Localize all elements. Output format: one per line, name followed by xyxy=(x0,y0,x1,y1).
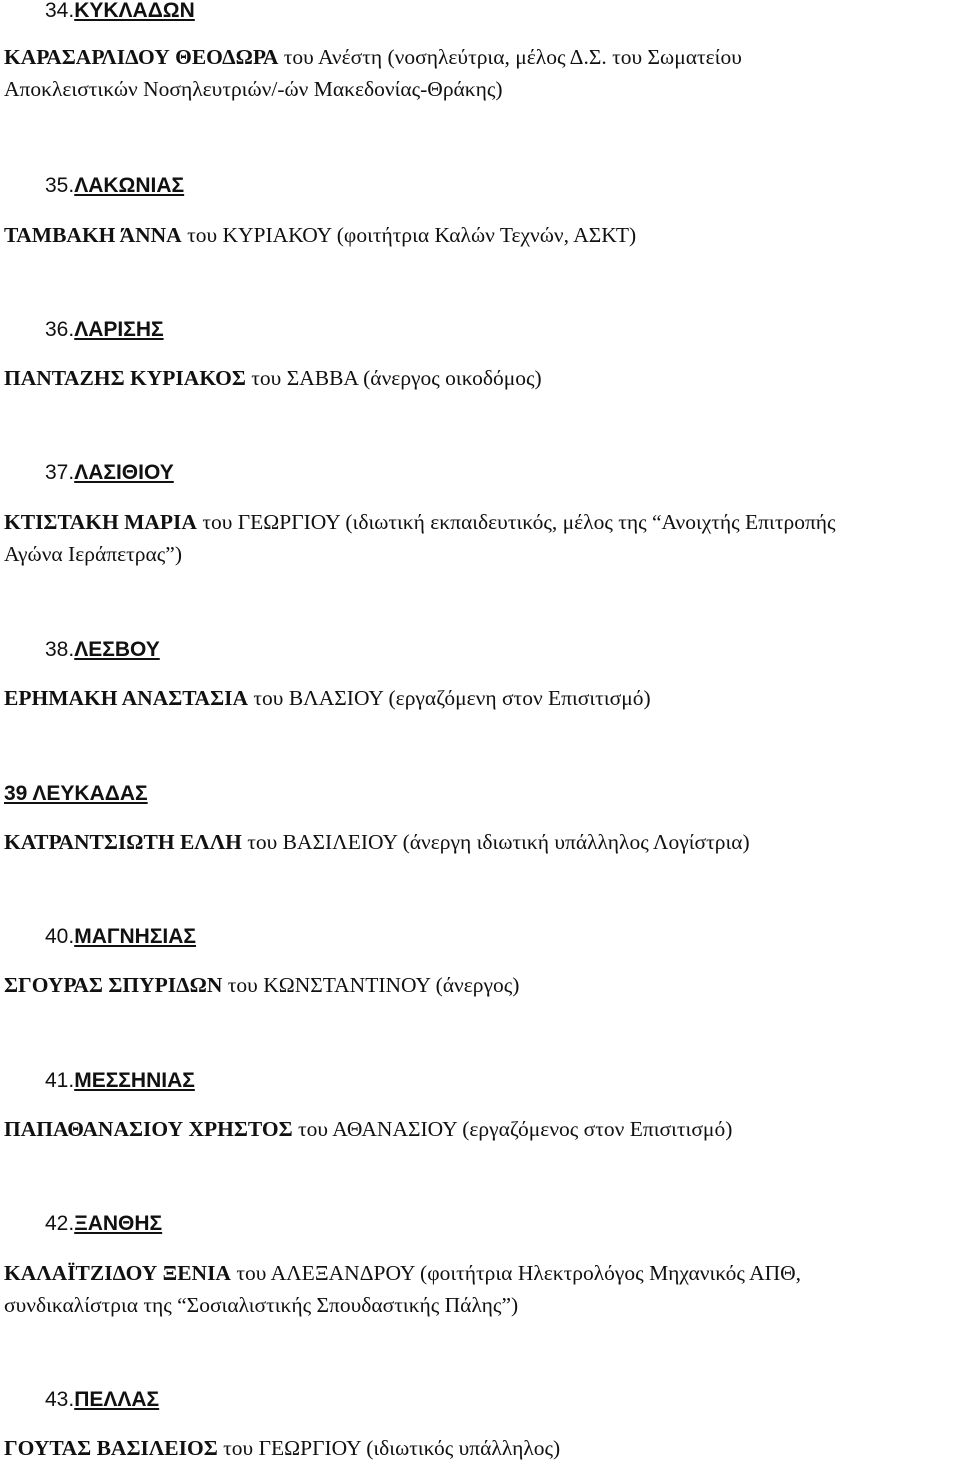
section-heading xyxy=(45,0,195,24)
section-number: 43. xyxy=(45,1388,75,1411)
region-name: ΜΑΓΝΗΣΙΑΣ xyxy=(74,925,197,948)
section-number: 42. xyxy=(45,1212,75,1235)
candidate-details: του ΑΘΑΝΑΣΙΟΥ (εργαζόμενος στον Επισιτισμό) xyxy=(292,1117,733,1141)
region-name: ΠΕΛΛΑΣ xyxy=(74,1388,160,1411)
section-number: 34. xyxy=(45,0,75,22)
candidate-entry xyxy=(4,1257,960,1321)
section-heading xyxy=(4,781,148,807)
section-heading xyxy=(45,1068,195,1094)
section-number: 37. xyxy=(45,461,75,484)
section-heading xyxy=(45,317,164,343)
candidate-entry xyxy=(4,1432,960,1464)
candidate-details: του Ανέστη (νοσηλεύτρια, μέλος Δ.Σ. του Σωματείου xyxy=(278,45,742,69)
candidate-name: ΠΑΠΑΘΑΝΑΣΙΟΥ ΧΡΗΣΤΟΣ xyxy=(4,1117,293,1141)
section-heading xyxy=(45,637,160,663)
region-name: ΛΕΣΒΟΥ xyxy=(74,638,160,661)
candidate-entry xyxy=(4,506,960,570)
section-heading xyxy=(45,924,196,950)
candidate-entry xyxy=(4,682,960,714)
candidate-entry xyxy=(4,826,960,858)
candidate-details: του ΚΩΝΣΤΑΝΤΙΝΟΥ (άνεργος) xyxy=(222,973,520,997)
section-number: 38. xyxy=(45,638,75,661)
candidate-details-continued: Αγώνα Ιεράπετρας”) xyxy=(4,542,182,566)
candidate-details-continued: συνδικαλίστρια της “Σοσιαλιστικής Σπουδαστικής Πάλης”) xyxy=(4,1293,519,1317)
candidate-name: ΠΑΝΤΑΖΗΣ ΚΥΡΙΑΚΟΣ xyxy=(4,366,246,390)
candidate-entry xyxy=(4,969,960,1001)
section-heading xyxy=(45,460,174,486)
region-name: ΛΑΣΙΘΙΟΥ xyxy=(74,461,174,484)
candidate-entry xyxy=(4,41,960,105)
region-name: ΜΕΣΣΗΝΙΑΣ xyxy=(74,1069,195,1092)
candidate-details-continued: Αποκλειστικών Νοσηλευτριών/-ών Μακεδονίας-Θράκης) xyxy=(4,77,503,101)
candidate-name: ΓΟΥΤΑΣ ΒΑΣΙΛΕΙΟΣ xyxy=(4,1436,218,1460)
candidate-entry xyxy=(4,1113,960,1145)
candidate-name: ΤΑΜΒΑΚΗ ΆΝΝΑ xyxy=(4,223,182,247)
section-heading xyxy=(45,1387,159,1413)
candidate-details: του ΓΕΩΡΓΙΟΥ (ιδιωτική εκπαιδευτικός, μέλος της “Ανοιχτής Επιτροπής xyxy=(196,510,836,534)
candidate-details: του ΓΕΩΡΓΙΟΥ (ιδιωτικός υπάλληλος) xyxy=(217,1436,561,1460)
candidate-name: ΣΓΟΥΡΑΣ ΣΠΥΡΙΔΩΝ xyxy=(4,973,223,997)
candidate-details: του ΚΥΡΙΑΚΟΥ (φοιτήτρια Καλών Τεχνών, ΑΣΚΤ) xyxy=(181,223,637,247)
candidate-name: ΚΑΤΡΑΝΤΣΙΩΤΗ ΕΛΛΗ xyxy=(4,830,242,854)
region-name: ΛΑΡΙΣΗΣ xyxy=(74,318,164,341)
region-name: ΞΑΝΘΗΣ xyxy=(74,1212,163,1235)
section-number: 41. xyxy=(45,1069,75,1092)
section-number: 35. xyxy=(45,174,75,197)
section-number: 36. xyxy=(45,318,75,341)
candidate-entry xyxy=(4,362,960,394)
section-number: 40. xyxy=(45,925,75,948)
candidate-name: ΕΡΗΜΑΚΗ ΑΝΑΣΤΑΣΙΑ xyxy=(4,686,249,710)
candidate-details: του ΑΛΕΞΑΝΔΡΟΥ (φοιτήτρια Ηλεκτρολόγος Μηχανικός ΑΠΘ, xyxy=(230,1261,802,1285)
candidate-name: ΚΑΡΑΣΑΡΛΙΔΟΥ ΘΕΟΔΩΡΑ xyxy=(4,45,279,69)
candidate-details: του ΒΑΣΙΛΕΙΟΥ (άνεργη ιδιωτική υπάλληλος Λογίστρια) xyxy=(241,830,750,854)
candidate-name: ΚΤΙΣΤΑΚΗ ΜΑΡΙΑ xyxy=(4,510,197,534)
candidate-details: του ΣΑΒΒΑ (άνεργος οικοδόμος) xyxy=(245,366,542,390)
section-heading xyxy=(45,173,184,199)
candidate-name: ΚΑΛΑΪΤΖΙΔΟΥ ΞΕΝΙΑ xyxy=(4,1261,231,1285)
region-name: ΚΥΚΛΑΔΩΝ xyxy=(74,0,195,22)
candidate-details: του ΒΛΑΣΙΟΥ (εργαζόμενη στον Επισιτισμό) xyxy=(248,686,651,710)
region-name: ΛΑΚΩΝΙΑΣ xyxy=(74,174,185,197)
candidate-entry xyxy=(4,219,960,251)
section-heading xyxy=(45,1211,162,1237)
region-name: 39 ΛΕΥΚΑΔΑΣ xyxy=(4,782,148,805)
